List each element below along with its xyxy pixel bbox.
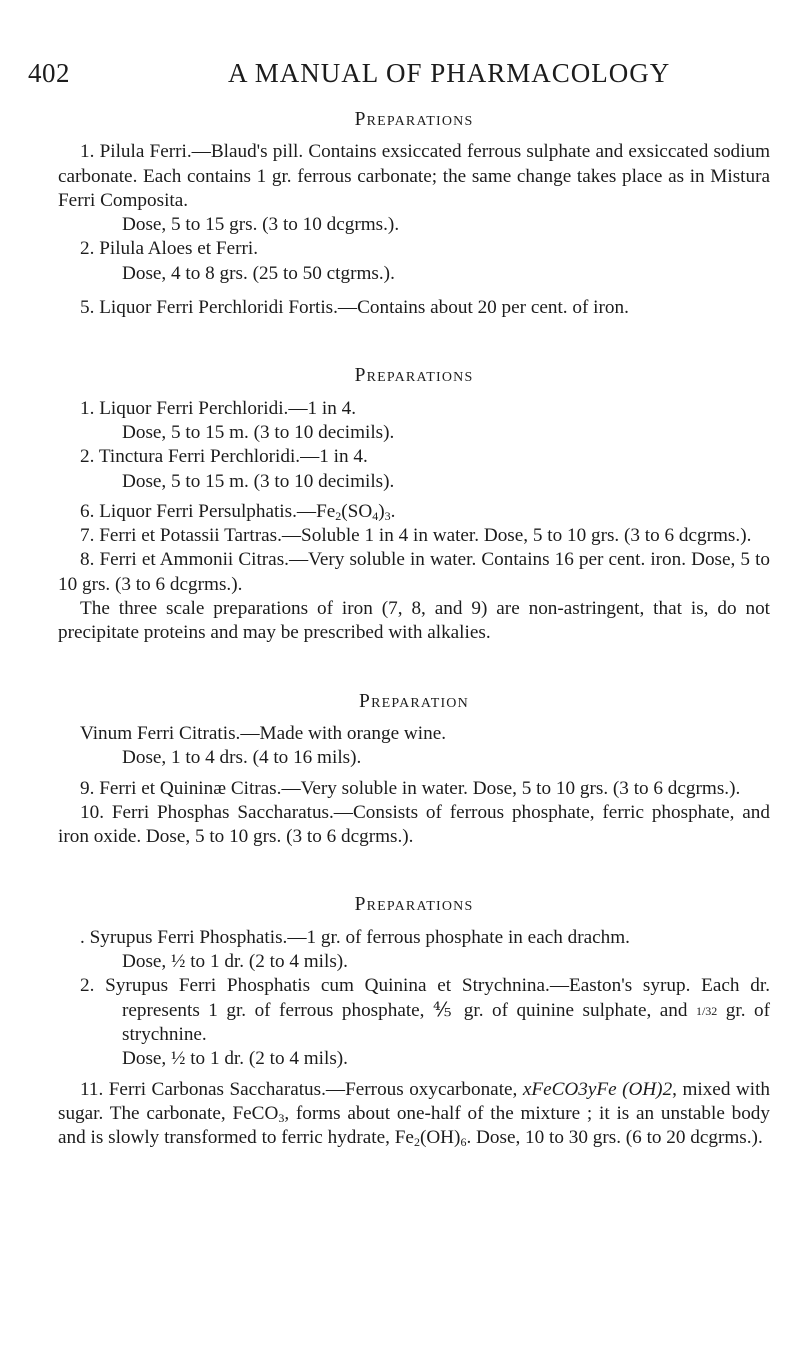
section-heading: Preparation: [359, 690, 469, 712]
item-11: 11. Ferri Carbonas Saccharatus.—Ferrous oxycarbonate, xFeCO3yFe (OH)2, mixed with sugar. The carbonate, FeCO$_3$, forms about one-half of the mixture ; it is an unstable body and is slowly transformed to ferric hydrate, $Fe_2(OH)_6$. Dose, 10 to 30 grs. (6 to 20 dcgrms.).: [58, 1078, 771, 1150]
scale-note: The three scale preparations of iron (7, 8, and 9) are non-astringent, that is, do not precipitate proteins and may be prescribed with alkalies.: [58, 598, 770, 644]
dose-line: Dose, 4 to 8 grs. (25 to 50 ctgrms.).: [122, 262, 395, 284]
dose-line: Dose, 5 to 15 m. (3 to 10 decimils).: [122, 470, 395, 492]
prep-pilula-ferri: 1. Pilula Ferri.—Blaud's pill. Contains exsiccated ferrous sulphate and exsiccated sodium carbonate. Each contains 1 gr. ferrous carbonate; the same change takes place as in Mistura Ferri Composita.: [58, 141, 770, 211]
item-9: 9. Ferri et Quininæ Citras.—Very soluble in water. Dose, 5 to 10 grs. (3 to 6 dcgrms.).: [80, 777, 741, 799]
dose-line: Dose, 5 to 15 grs. (3 to 10 dcgrms.).: [122, 214, 400, 236]
section-heading: Preparations: [354, 109, 474, 130]
section-heading: Preparations: [354, 894, 474, 916]
dose-line: Dose, 5 to 15 m. (3 to 10 decimils).: [122, 421, 395, 443]
item-5: 5. Liquor Ferri Perchloridi Fortis.—Contains about 20 per cent. of iron.: [80, 297, 629, 319]
item-7: 7. Ferri et Potassii Tartras.—Soluble 1 in 4 in water. Dose, 5 to 10 grs. (3 to 6 dcgrms.).: [80, 525, 752, 547]
prep-tinctura-perchloridi: 2. Tinctura Ferri Perchloridi.—1 in 4.: [80, 446, 368, 468]
prep-liquor-perchloridi: 1. Liquor Ferri Perchloridi.—1 in 4.: [80, 397, 357, 419]
dose-line: Dose, ½ to 1 dr. (2 to 4 mils).: [122, 1048, 348, 1070]
prep-syrupus-phosphatis: . Syrupus Ferri Phosphatis.—1 gr. of ferrous phosphate in each drachm.: [80, 926, 630, 948]
dose-line: Dose, 1 to 4 drs. (4 to 16 mils).: [122, 747, 362, 769]
page-body: [58, 108, 770, 1150]
book-title: A MANUAL OF PHARMACOLOGY: [228, 58, 671, 88]
page-number: 402: [28, 58, 70, 88]
item-8: 8. Ferri et Ammonii Citras.—Very soluble in water. Contains 16 per cent. iron. Dose, 5 to 10 grs. (3 to 6 dcgrms.).: [58, 549, 770, 595]
item-6: 6. Liquor Ferri $Persulphatis.—Fe_2(SO_4)_3$.: [80, 500, 396, 523]
section-heading: Preparations: [354, 365, 474, 387]
prep-vinum-ferri: Vinum Ferri Citratis.—Made with orange wine.: [80, 722, 447, 744]
dose-line: Dose, ½ to 1 dr. (2 to 4 mils).: [122, 951, 348, 973]
item-10: 10. Ferri Phosphas Saccharatus.—Consists of ferrous phosphate, ferric phosphate, and iron oxide. Dose, 5 to 10 grs. (3 to 6 dcgrms.).: [58, 801, 770, 848]
prep-eastons-syrup: 2. Syrupus Ferri Phosphatis cum Quinina et Strychnina.—Easton's syrup. Each dr. represents 1 gr. of ferrous phosphate, ⅘ gr. of quinine sulphate, and 1/32 gr. of strychnine.: [80, 975, 770, 1045]
prep-pilula-aloes: 2. Pilula Aloes et Ferri.: [80, 238, 258, 260]
running-head: [28, 44, 772, 94]
